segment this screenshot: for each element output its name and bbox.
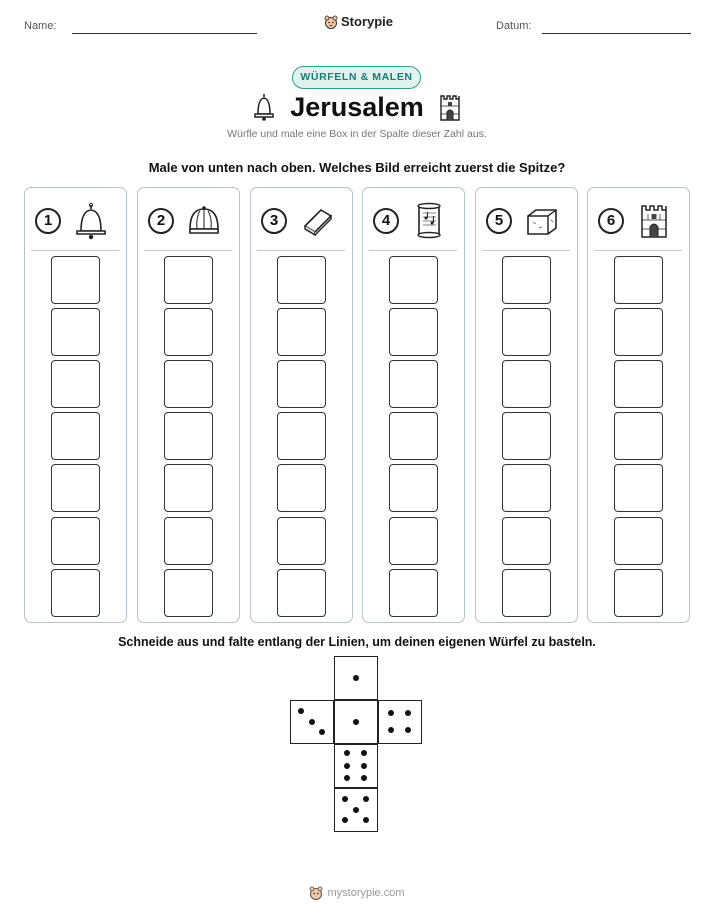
color-box[interactable] bbox=[277, 360, 326, 408]
die-pip bbox=[309, 719, 315, 725]
footer-url: mystorypie.com bbox=[327, 887, 405, 899]
column-divider bbox=[369, 250, 457, 251]
color-box[interactable] bbox=[502, 308, 551, 356]
color-box[interactable] bbox=[502, 517, 551, 565]
die-pip bbox=[363, 817, 369, 823]
color-box[interactable] bbox=[502, 256, 551, 304]
die-pip bbox=[388, 727, 394, 733]
brand-name: Storypie bbox=[341, 14, 394, 29]
scroll-icon bbox=[411, 202, 447, 240]
die-face-5 bbox=[334, 788, 378, 832]
column-number: 6 bbox=[598, 208, 624, 234]
color-box[interactable] bbox=[164, 256, 213, 304]
color-box[interactable] bbox=[164, 360, 213, 408]
name-label: Name: bbox=[24, 20, 57, 32]
color-box[interactable] bbox=[277, 308, 326, 356]
dice-column-4 bbox=[362, 187, 465, 623]
die-pip bbox=[361, 763, 367, 769]
column-number: 2 bbox=[148, 208, 174, 234]
die-pip bbox=[298, 708, 304, 714]
color-box[interactable] bbox=[51, 360, 100, 408]
die-pip bbox=[344, 750, 350, 756]
die-pip bbox=[342, 796, 348, 802]
dice-column-1 bbox=[24, 187, 127, 623]
storypie-logo-icon bbox=[324, 15, 338, 29]
dice-column-2 bbox=[137, 187, 240, 623]
color-box[interactable] bbox=[164, 308, 213, 356]
color-box[interactable] bbox=[389, 569, 438, 617]
die-pip bbox=[405, 710, 411, 716]
column-number: 1 bbox=[35, 208, 61, 234]
date-label: Datum: bbox=[496, 20, 532, 32]
color-box[interactable] bbox=[502, 360, 551, 408]
column-number: 5 bbox=[486, 208, 512, 234]
color-box[interactable] bbox=[51, 412, 100, 460]
dice-column-6 bbox=[587, 187, 690, 623]
column-divider bbox=[482, 250, 570, 251]
cut-instruction: Schneide aus und falte entlang der Linien, um deinen eigenen Würfel zu basteln. bbox=[118, 635, 596, 649]
dice-column-5 bbox=[475, 187, 578, 623]
die-pip bbox=[405, 727, 411, 733]
kippah-icon bbox=[186, 202, 222, 240]
die-pip bbox=[388, 710, 394, 716]
color-box[interactable] bbox=[164, 569, 213, 617]
color-box[interactable] bbox=[277, 256, 326, 304]
color-box[interactable] bbox=[614, 360, 663, 408]
color-box[interactable] bbox=[389, 308, 438, 356]
bell-icon bbox=[73, 202, 109, 240]
column-divider bbox=[144, 250, 232, 251]
die-pip bbox=[361, 775, 367, 781]
die-pip bbox=[353, 719, 359, 725]
instruction: Male von unten nach oben. Welches Bild erreicht zuerst die Spitze? bbox=[148, 160, 566, 175]
color-box[interactable] bbox=[277, 412, 326, 460]
column-number: 4 bbox=[373, 208, 399, 234]
column-number: 3 bbox=[261, 208, 287, 234]
color-box[interactable] bbox=[51, 517, 100, 565]
color-box[interactable] bbox=[614, 412, 663, 460]
stone-icon bbox=[524, 202, 560, 240]
color-box[interactable] bbox=[277, 569, 326, 617]
color-box[interactable] bbox=[614, 308, 663, 356]
title-tower-icon bbox=[438, 92, 462, 127]
die-pip bbox=[342, 817, 348, 823]
color-box[interactable] bbox=[277, 517, 326, 565]
column-divider bbox=[594, 250, 682, 251]
subtitle: Würfle und male eine Box in der Spalte dieser Zahl aus. bbox=[227, 128, 487, 140]
die-pip bbox=[353, 675, 359, 681]
die-face-3 bbox=[290, 700, 334, 744]
color-box[interactable] bbox=[164, 412, 213, 460]
column-divider bbox=[31, 250, 119, 251]
die-pip bbox=[363, 796, 369, 802]
die-pip bbox=[319, 729, 325, 735]
die-pip bbox=[344, 763, 350, 769]
color-box[interactable] bbox=[389, 360, 438, 408]
color-box[interactable] bbox=[389, 517, 438, 565]
color-box[interactable] bbox=[51, 308, 100, 356]
color-box[interactable] bbox=[389, 464, 438, 512]
color-box[interactable] bbox=[51, 464, 100, 512]
color-box[interactable] bbox=[614, 517, 663, 565]
color-box[interactable] bbox=[502, 412, 551, 460]
brand-logo bbox=[324, 14, 393, 29]
color-box[interactable] bbox=[164, 464, 213, 512]
die-pip bbox=[353, 807, 359, 813]
dice-column-3 bbox=[250, 187, 353, 623]
die-pip bbox=[361, 750, 367, 756]
die-face-6 bbox=[334, 744, 378, 788]
color-box[interactable] bbox=[502, 569, 551, 617]
name-line bbox=[72, 33, 257, 34]
color-box[interactable] bbox=[51, 256, 100, 304]
die-face-1 bbox=[334, 656, 378, 700]
die-face-1 bbox=[334, 700, 378, 744]
color-box[interactable] bbox=[389, 412, 438, 460]
date-line bbox=[542, 33, 691, 34]
color-box[interactable] bbox=[164, 517, 213, 565]
activity-badge: WÜRFELN & MALEN bbox=[292, 66, 421, 89]
tower-icon bbox=[636, 202, 672, 240]
die-pip bbox=[344, 775, 350, 781]
color-box[interactable] bbox=[502, 464, 551, 512]
book-icon bbox=[299, 202, 335, 240]
color-box[interactable] bbox=[614, 256, 663, 304]
footer bbox=[0, 886, 714, 900]
color-box[interactable] bbox=[389, 256, 438, 304]
page-title: Jerusalem bbox=[290, 92, 424, 122]
color-box[interactable] bbox=[614, 569, 663, 617]
storypie-footer-icon bbox=[309, 886, 323, 900]
color-box[interactable] bbox=[614, 464, 663, 512]
die-face-4 bbox=[378, 700, 422, 744]
color-box[interactable] bbox=[51, 569, 100, 617]
color-box[interactable] bbox=[277, 464, 326, 512]
column-divider bbox=[257, 250, 345, 251]
